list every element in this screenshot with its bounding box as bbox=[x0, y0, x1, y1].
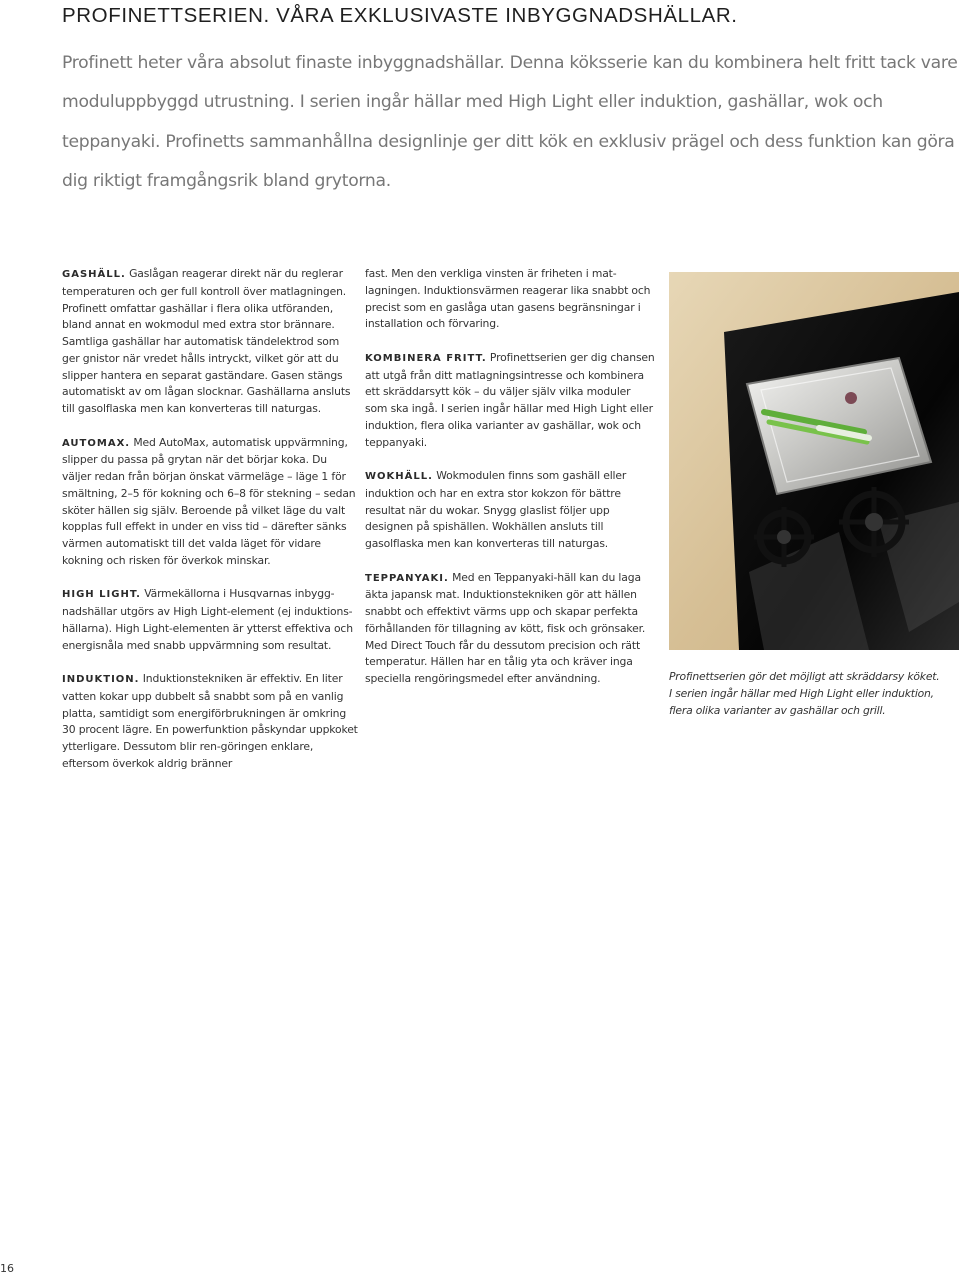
section-text: Värmekällorna i Husqvarnas inbygg-nadshällar utgörs av High Light-element (ej induktions-hällarna). High Light-elementen är ytterst effektiva och energisnåla med snabb uppvärmning som resultat. bbox=[62, 587, 353, 652]
section-wokhall bbox=[365, 468, 655, 553]
cooktop-photo bbox=[669, 272, 959, 650]
column-middle bbox=[365, 266, 655, 705]
section-text: Wokmodulen finns som gashäll eller induktion och har en extra stor kokzon för bättre resultat när du wokar. Snygg glaslist följer upp designen på spishällen. Wokhällen ansluts till gasolflaska men kan konverteras till naturgas. bbox=[365, 469, 627, 550]
section-highlight bbox=[62, 586, 358, 654]
section-induktion bbox=[62, 671, 358, 773]
section-label: HIGH LIGHT. bbox=[62, 589, 141, 601]
section-label: GASHÄLL. bbox=[62, 269, 126, 280]
section-kombinera bbox=[365, 350, 655, 452]
section-text: Med AutoMax, automatisk uppvärmning, slipper du passa på grytan när det börjar koka. Du väljer redan från början önskat värmeläge – läge 1 för smältning, 2–5 för kokning och 6–8 för stekning – sedan sköter hällen sig själv. Beroende på vilket läge du valt kopplas full effekt in under en viss tid – därefter sänks värmen automatiskt till det valda läget för vidare kokning och risken för överkok minskar. bbox=[62, 435, 356, 567]
section-induktion-continued: fast. Men den verkliga vinsten är friheten i mat-lagningen. Induktionsvärmen reagerar lika snabbt och precist som en gaslåga utan gasens begränsningar i installation och förvaring. bbox=[365, 267, 651, 331]
photo-caption bbox=[669, 668, 960, 720]
intro-paragraph: Profinett heter våra absolut finaste inbyggnadshällar. Denna köksserie kan du kombinera helt fritt tack vare moduluppbyggd utrustning. I serien ingår hällar med High Light eller induktion, gashällar, wok och teppanyaki. Profinetts sammanhållna designlinje ger ditt kök en exklusiv prägel och dess funktion kan göra dig riktigt framgångsrik bland grytorna. bbox=[62, 53, 958, 191]
section-label: AUTOMAX. bbox=[62, 437, 131, 449]
section-gashall bbox=[62, 266, 358, 418]
section-text: Induktionstekniken är effektiv. En liter vatten kokar upp dubbelt så snabbt som på en vanlig platta, samtidigt som energiförbrukningen är omkring 30 procent lägre. En powerfunktion påskyndar uppkoket ytterligare. Dessutom blir ren-göringen enklare, eftersom överkok aldrig bränner bbox=[62, 672, 358, 770]
section-automax bbox=[62, 435, 358, 570]
column-left bbox=[62, 266, 358, 789]
section-text: Profinettserien ger dig chansen att utgå från ditt matlagningsintresse och kombinera ett skräddarsytt kök – du väljer själv vilka moduler som ska ingå. I serien ingår hällar med High Light eller induktion, flera olika varianter av gashällar, wok och teppanyaki. bbox=[365, 350, 655, 449]
section-label: INDUKTION. bbox=[62, 674, 140, 685]
page-heading: PROFINETTSERIEN. VÅRA EXKLUSIVASTE INBYGGNADSHÄLLAR. bbox=[62, 4, 738, 27]
section-label: WOKHÄLL. bbox=[365, 471, 433, 482]
cooktop-illustration bbox=[669, 272, 959, 650]
section-text: Med en Teppanyaki-häll kan du laga äkta japansk mat. Induktionstekniken gör att hällen snabbt och effektivt värms upp och skapar perfekta förhållanden för tillagning av kött, fisk och grönsaker. Med Direct Touch får du dessutom precision och rätt temperatur. Hällen har en tålig yta och kräver inga speciella rengöringsmedel efter användning. bbox=[365, 570, 646, 685]
section-teppanyaki bbox=[365, 570, 655, 688]
caption-line-2: I serien ingår hällar med High Light eller induktion, flera olika varianter av gashällar och grill. bbox=[669, 687, 934, 718]
section-text: Gaslågan reagerar direkt när du reglerar temperaturen och ger full kontroll över matlagningen. Profinett omfattar gashällar i flera olika utföranden, bland annat en wokmodul med extra stor brännare. Samtliga gashällar har automatisk tändelektrod som ger gnistor när vredet hålls intryckt, vilket gör att du slipper hantera en separat gaständare. Gasen stängs automatiskt av om lågan slocknar. Gashällarna ansluts till gasolflaska men kan konverteras till naturgas. bbox=[62, 267, 351, 415]
page-number: 16 bbox=[0, 1262, 14, 1275]
section-label: TEPPANYAKI. bbox=[365, 572, 449, 584]
caption-line-1: Profinettserien gör det möjligt att skräddarsy köket. bbox=[669, 670, 940, 683]
section-label: KOMBINERA FRITT. bbox=[365, 352, 487, 364]
